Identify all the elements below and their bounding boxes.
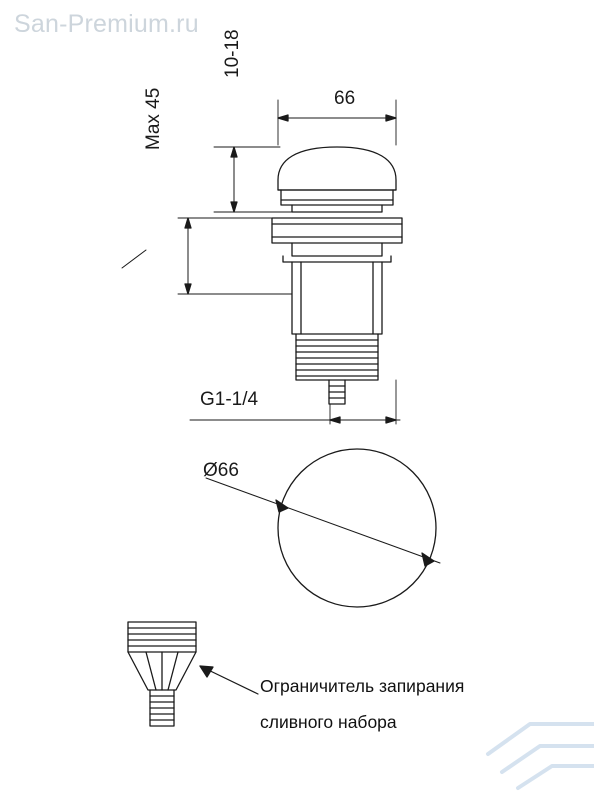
dimension-label-cap-height: 10-18 bbox=[222, 29, 243, 78]
dimension-label-thread-size: G1-1/4 bbox=[200, 389, 259, 410]
dimension-label-cap-diameter-plan: Ø66 bbox=[203, 460, 239, 481]
watermark-text: San-Premium.ru bbox=[14, 10, 199, 38]
annotation-limiter-line-2: сливного набора bbox=[260, 712, 397, 732]
dimension-label-cap-diameter-top: 66 bbox=[334, 88, 356, 109]
dimension-label-max-depth: Max 45 bbox=[143, 87, 164, 150]
annotation-limiter-line-1: Ограничитель запирания bbox=[260, 676, 465, 696]
brand-logo-icon bbox=[444, 702, 594, 794]
